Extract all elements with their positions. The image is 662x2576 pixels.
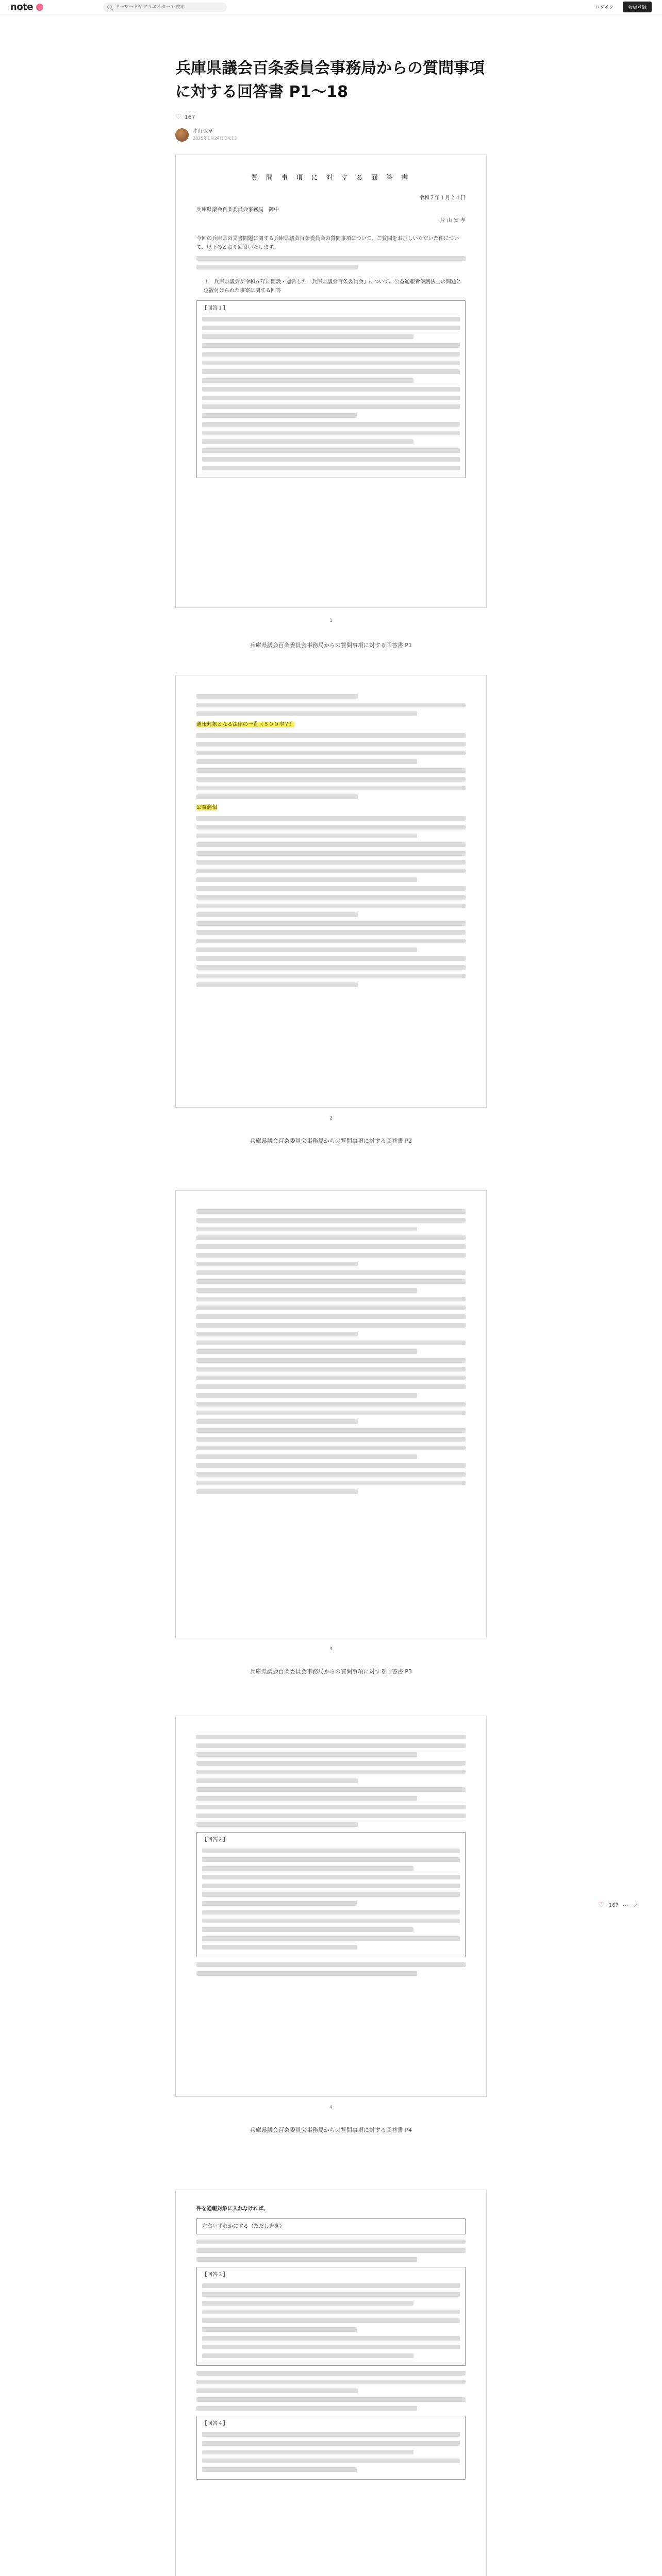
document-page-2 [175,675,487,1108]
p5-quote-box [196,2218,466,2234]
page-number-3: 3 [329,1647,333,1652]
page-number-2: 2 [329,1116,333,1121]
answer-box-label-4: 【回答４】 [202,2421,228,2427]
note-logo-text: note [10,2,33,12]
author-block[interactable] [175,128,487,142]
page-caption-1: 兵庫県議会百条委員会事務局からの質問事項に対する回答書 P1 [250,642,412,649]
note-logo[interactable] [10,2,72,12]
signup-button[interactable]: 会員登録 [623,2,652,12]
like-row[interactable] [175,113,487,121]
document-page-1 [175,155,487,608]
page-number-1: 1 [329,618,333,623]
search-input[interactable] [115,5,218,10]
document-page-3 [175,1190,487,1638]
search-box[interactable] [103,3,227,12]
document-page-5 [175,2190,487,2576]
heart-icon[interactable]: ♡ [598,1901,605,1909]
doc-sender: 片 山 安 孝 [440,218,466,224]
article-title: 兵庫県議会百条委員会事務局からの質問事項に対する回答書 P1～18 [175,59,485,101]
answer-box-label: 【回答１】 [202,306,228,311]
page-caption-3: 兵庫県議会百条委員会事務局からの質問事項に対する回答書 P3 [250,1668,412,1675]
answer-box-1 [196,300,466,478]
top-bar [0,0,662,14]
logo-mark-icon [36,4,43,11]
publish-date: 2025年1月24日 14:13 [193,136,237,141]
like-count: 167 [184,114,195,121]
author-name[interactable]: 片山 安孝 [193,129,213,134]
answer-box-label-2: 【回答２】 [202,1837,228,1843]
article-header [175,57,487,142]
answer-box-4 [196,2416,466,2480]
page-caption-4: 兵庫県議会百条委員会事務局からの質問事項に対する回答書 P4 [250,2127,412,2133]
avatar[interactable] [175,128,189,142]
p5-line-1: 件を通報対象に入れなければ、 [196,2206,269,2212]
doc-intro: 今回の兵庫県の文書問題に関する兵庫県議会百条委員会の質問事項について、ご質問をお示しいただいた件について、以下のとおり回答いたします。 [196,236,459,250]
highlight-2: 公益通報 [196,805,217,810]
doc-addressee: 兵庫県議会百条委員会事務局 御中 [196,207,279,213]
answer-box-3 [196,2267,466,2366]
share-icon[interactable]: ↗ [633,1902,638,1909]
doc-heading: 質 問 事 項 に 対 す る 回 答 書 [251,174,411,182]
heart-icon[interactable]: ♡ [175,113,181,121]
doc-date: 令和７年１月２４日 [419,195,466,201]
p5-line-2: 左右いずれかにする（ただし書き） [202,2224,285,2229]
doc-item-1: １ 兵庫県議会が令和６年に開設・運営した「兵庫県議会百条委員会」について、公益通報者保護法上の問題と位置付けられた事案に関する回答 [204,279,461,294]
answer-box-label-3: 【回答３】 [202,2272,228,2278]
answer-box-2 [196,1832,466,1957]
page-number-4: 4 [329,2105,333,2110]
highlight-1: 通報対象となる法律の一覧（５００本？） [196,722,294,727]
login-link[interactable]: ログイン [595,5,614,10]
floating-like-count: 167 [608,1902,619,1908]
search-icon [107,5,112,9]
page-caption-2: 兵庫県議会百条委員会事務局からの質問事項に対する回答書 P2 [250,1138,412,1144]
floating-actions [598,1901,638,1909]
document-page-4 [175,1716,487,2097]
dots-icon[interactable]: ⋯ [622,1902,629,1909]
author-meta [193,128,237,142]
